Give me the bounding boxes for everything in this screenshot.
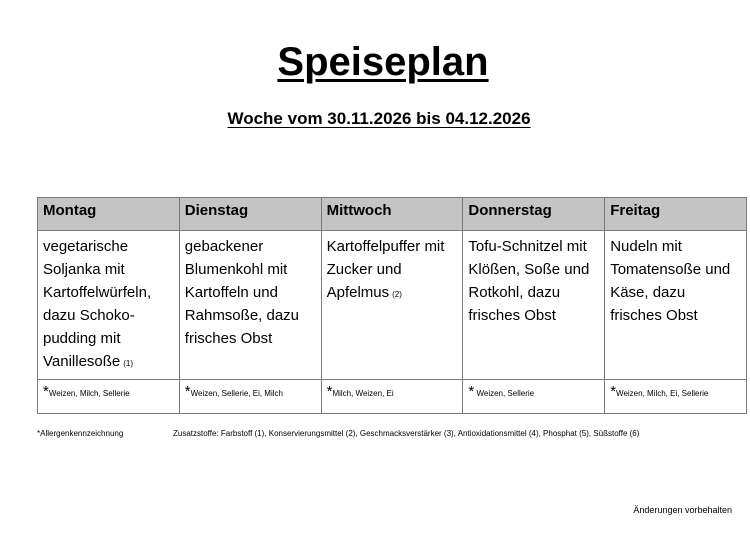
- day-header-friday: Freitag: [605, 198, 747, 231]
- allergen-legend: *Allergenkennzeichnung: [37, 429, 124, 438]
- dish-row: [38, 231, 747, 380]
- allergen-list: Weizen, Sellerie: [474, 389, 535, 398]
- allergen-list: Milch, Weizen, Ei: [332, 389, 394, 398]
- allergen-cell-wednesday: [321, 380, 463, 414]
- allergen-cell-tuesday: [179, 380, 321, 414]
- dish-cell-friday: [605, 231, 747, 380]
- dish-text: Kartoffelpuffer mit Zucker und Apfelmus: [326, 238, 445, 301]
- dish-text: gebackener Blumenkohl mit Kartoffeln und Rahmsoße, dazu frisches Obst: [184, 238, 300, 347]
- allergen-cell-monday: [38, 380, 180, 414]
- menu-table: [37, 197, 747, 414]
- allergen-list: Weizen, Sellerie, Ei, Milch: [190, 389, 283, 398]
- dish-cell-thursday: [463, 231, 605, 380]
- allergen-asterisk: *: [43, 383, 49, 400]
- allergen-asterisk: *: [468, 383, 475, 400]
- page-title: Speiseplan: [277, 40, 489, 84]
- day-header-row: [38, 198, 747, 231]
- dish-cell-wednesday: [321, 231, 463, 380]
- allergen-asterisk: *: [184, 383, 191, 400]
- week-range: Woche vom 30.11.2026 bis 04.12.2026: [227, 109, 531, 128]
- additives-legend: Zusatzstoffe: Farbstoff (1), Konservierungsmittel (2), Geschmacksverstärker (3), Antioxidationsmittel (4), Phosphat (5), Süßstoffe (6): [173, 429, 640, 438]
- dish-text: vegetarische Soljanka mit Kartoffelwürfeln, dazu Schoko-pudding mit Vanillesoße: [43, 238, 152, 370]
- allergen-asterisk: *: [610, 383, 617, 400]
- disclaimer: Änderungen vorbehalten: [633, 505, 732, 515]
- additive-note: (2): [392, 290, 402, 299]
- allergen-list: Weizen, Milch, Sellerie: [48, 389, 130, 398]
- day-header-monday: Montag: [38, 198, 180, 231]
- day-header-wednesday: Mittwoch: [321, 198, 463, 231]
- day-header-tuesday: Dienstag: [179, 198, 321, 231]
- dish-cell-monday: [38, 231, 180, 380]
- allergen-asterisk: *: [326, 383, 333, 400]
- allergen-list: Weizen, Milch, Ei, Sellerie: [616, 389, 709, 398]
- day-header-thursday: Donnerstag: [463, 198, 605, 231]
- dish-text: Tofu-Schnitzel mit Klößen, Soße und Rotkohl, dazu frisches Obst: [468, 238, 590, 324]
- dish-cell-tuesday: [179, 231, 321, 380]
- allergen-row: [38, 380, 747, 414]
- allergen-cell-friday: [605, 380, 747, 414]
- dish-text: Nudeln mit Tomatensoße und Käse, dazu frisches Obst: [610, 238, 731, 324]
- additive-note: (1): [123, 359, 134, 368]
- allergen-cell-thursday: [463, 380, 605, 414]
